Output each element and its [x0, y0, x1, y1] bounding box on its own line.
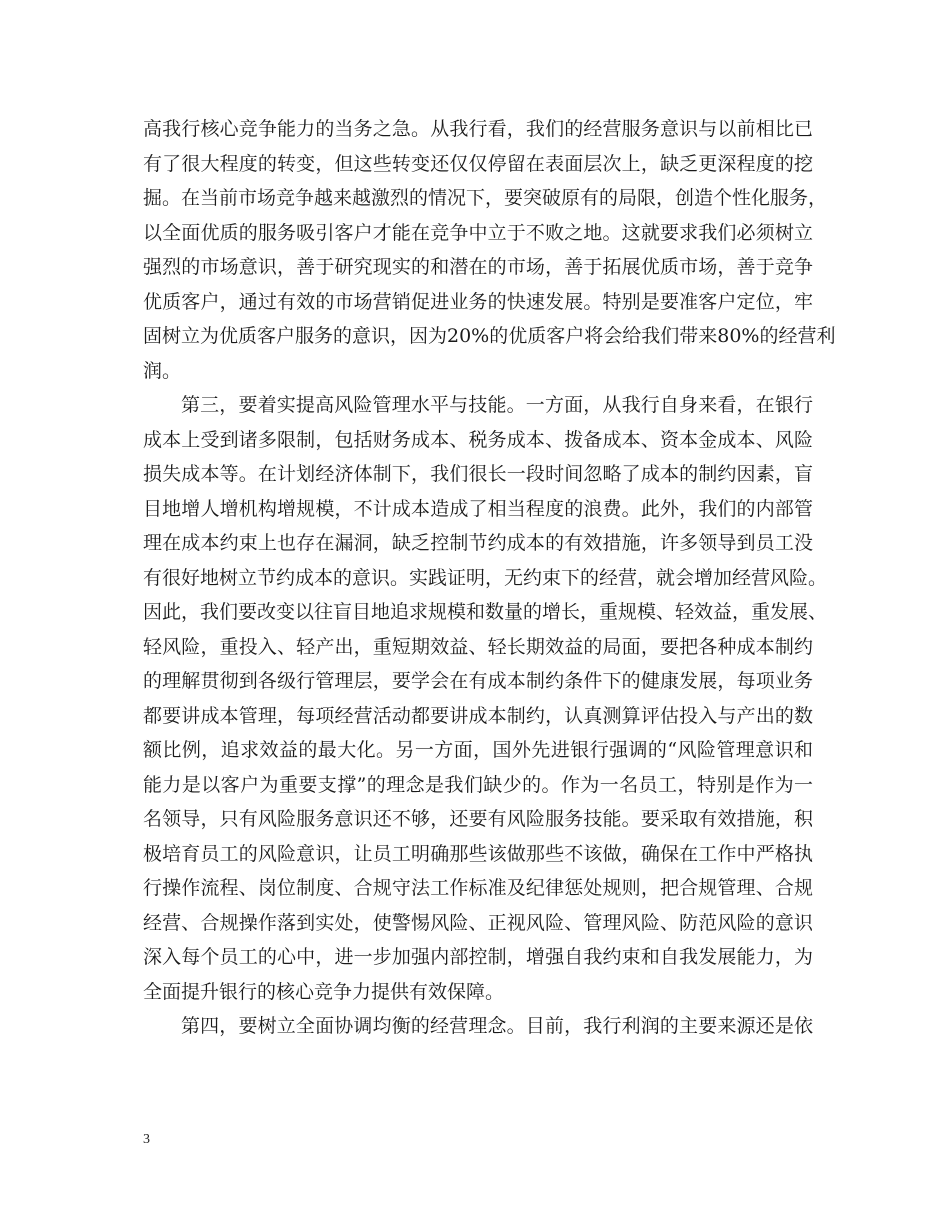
text-line: 深入每个员工的心中，进一步加强内部控制，增强自我约束和自我发展能力，为 — [143, 946, 813, 968]
text-line: 额比例，追求效益的最大化。另一方面，国外先进银行强调的“风险管理意识和 — [143, 739, 813, 761]
text-line: 行操作流程、岗位制度、合规守法工作标准及纪律惩处规则，把合规管理、合规 — [143, 877, 813, 899]
text-line: 经营、合规操作落到实处，使警惕风险、正视风险、管理风险、防范风险的意识 — [143, 911, 813, 934]
text-line: 极培育员工的风险意识，让员工明确那些该做那些不该做，确保在工作中严格执 — [143, 842, 813, 865]
text-line: 都要讲成本管理，每项经营活动都要讲成本制约，认真测算评估投入与产出的数 — [143, 704, 813, 727]
text-line: 名领导，只有风险服务意识还不够，还要有风险服务技能。要采取有效措施，积 — [143, 808, 813, 830]
text-line: 全面提升银行的核心竞争力提供有效保障。 — [143, 980, 505, 1003]
text-line: 理在成本约束上也存在漏洞，缺乏控制节约成本的有效措施，许多领导到员工没 — [143, 532, 813, 554]
text-line: 有了很大程度的转变，但这些转变还仅仅停留在表面层次上，缺乏更深程度的挖 — [143, 152, 813, 175]
text-line: 高我行核心竞争能力的当务之急。从我行看，我们的经营服务意识与以前相比已 — [143, 118, 813, 140]
text-line: 以全面优质的服务吸引客户才能在竞争中立于不败之地。这就要求我们必须树立 — [143, 221, 813, 244]
text-line: 有很好地树立节约成本的意识。实践证明，无约束下的经营，就会增加经营风险。 — [143, 566, 828, 589]
text-line: 优质客户，通过有效的市场营销促进业务的快速发展。特别是要准客户定位，牢 — [143, 290, 813, 313]
text-line: 成本上受到诸多限制，包括财务成本、税务成本、拨备成本、资本金成本、风险 — [143, 428, 813, 451]
body-text — [143, 112, 836, 1044]
text-line: 固树立为优质客户服务的意识，因为20%的优质客户将会给我们带来80%的经营利 — [143, 325, 836, 347]
text-line: 损失成本等。在计划经济体制下，我们很长一段时间忽略了成本的制约因素，盲 — [143, 463, 813, 485]
text-line: 第四，要树立全面协调均衡的经营理念。目前，我行利润的主要来源还是依 — [181, 1015, 813, 1037]
text-line: 的理解贯彻到各级行管理层，要学会在有成本制约条件下的健康发展，每项业务 — [143, 670, 813, 692]
text-line: 因此，我们要改变以往盲目地追求规模和数量的增长，重规模、轻效益，重发展、 — [143, 601, 828, 623]
text-line: 能力是以客户为重要支撑”的理念是我们缺少的。作为一名员工，特别是作为一 — [143, 773, 813, 796]
text-line: 轻风险，重投入、轻产出，重短期效益、轻长期效益的局面，要把各种成本制约 — [143, 635, 813, 658]
text-line: 第三，要着实提高风险管理水平与技能。一方面，从我行自身来看，在银行 — [181, 394, 813, 416]
text-line: 强烈的市场意识，善于研究现实的和潜在的市场，善于拓展优质市场，善于竞争 — [143, 256, 813, 278]
page-number: 3 — [143, 1132, 150, 1147]
text-line: 目地增人增机构增规模，不计成本造成了相当程度的浪费。此外，我们的内部管 — [143, 497, 813, 520]
text-line: 掘。在当前市场竞争越来越激烈的情况下，要突破原有的局限，创造个性化服务， — [143, 187, 828, 209]
text-line: 润。 — [143, 359, 182, 382]
